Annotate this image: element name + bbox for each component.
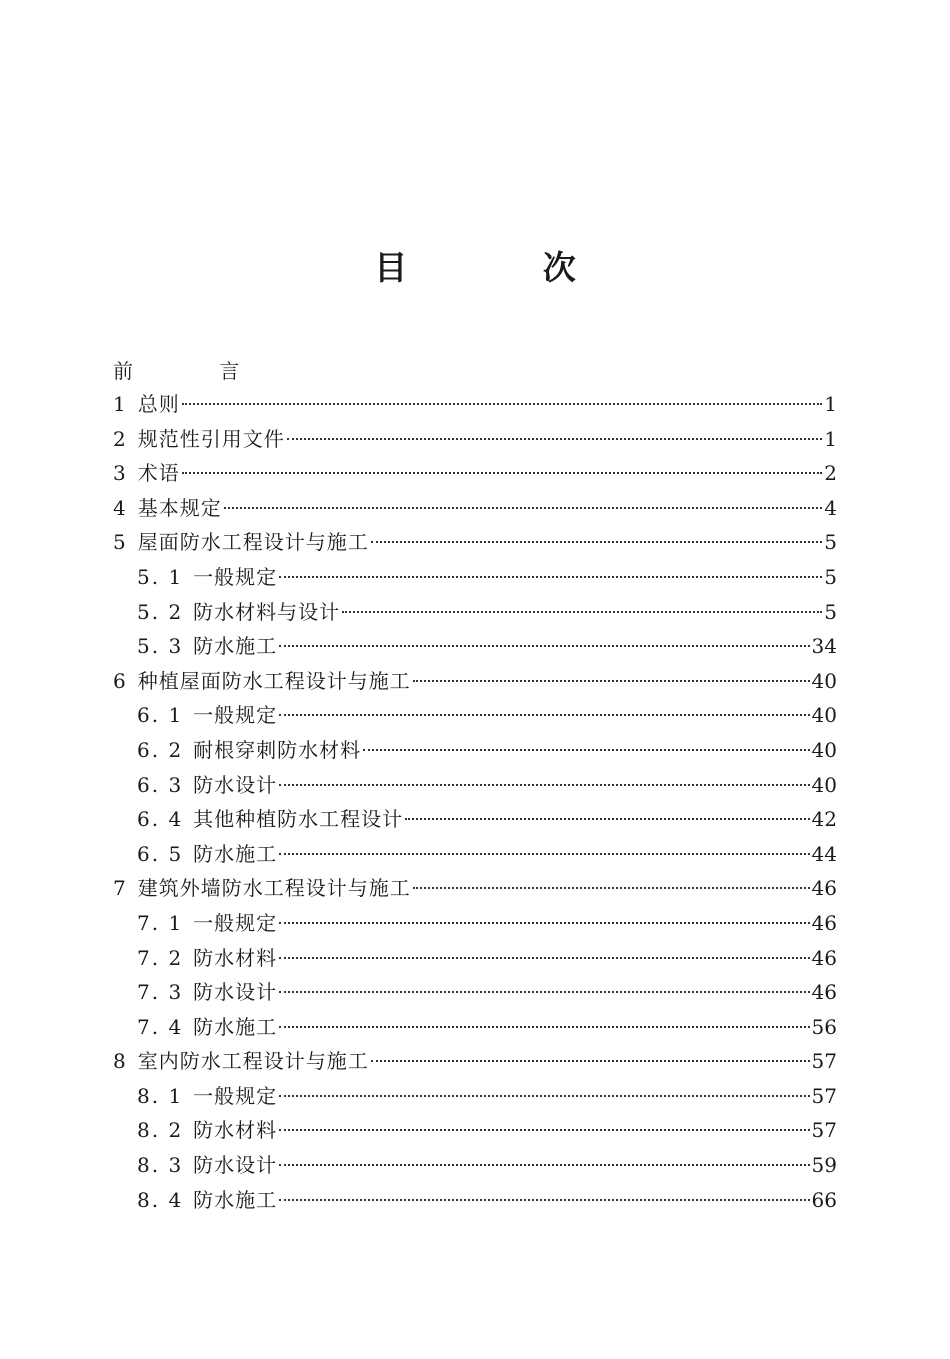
toc-subsection-entry[interactable] bbox=[113, 1081, 837, 1116]
toc-dot-leader bbox=[279, 576, 822, 578]
toc-entry-number: 4 bbox=[113, 495, 128, 520]
toc-entry-number: 5. 3 bbox=[137, 634, 184, 659]
toc-entry-number: 6. 1 bbox=[137, 703, 184, 728]
toc-subsection-entry[interactable] bbox=[113, 1185, 837, 1220]
toc-entry-page-number: 42 bbox=[811, 807, 837, 832]
toc-dot-leader bbox=[182, 403, 823, 405]
toc-entry-label: 防水施工 bbox=[193, 1187, 278, 1212]
toc-entry-page-number: 57 bbox=[811, 1118, 837, 1143]
toc-entry-label: 基本规定 bbox=[137, 495, 222, 520]
page-title: 目 次 bbox=[374, 248, 638, 287]
toc-subsection-entry[interactable] bbox=[113, 1150, 837, 1185]
toc-entry-label: 室内防水工程设计与施工 bbox=[137, 1049, 369, 1074]
toc-entry-page-number: 5 bbox=[824, 599, 837, 624]
toc-entry-label: 防水材料 bbox=[193, 945, 278, 970]
toc-entry-number: 7. 4 bbox=[137, 1014, 184, 1039]
toc-entry-label: 防水施工 bbox=[193, 634, 278, 659]
toc-dot-leader bbox=[405, 818, 809, 820]
toc-entry-page-number: 46 bbox=[811, 980, 837, 1005]
toc-entry-page-number: 46 bbox=[811, 876, 837, 901]
toc-section-entry[interactable] bbox=[113, 527, 837, 562]
toc-entry-label: 防水材料 bbox=[193, 1118, 278, 1143]
toc-subsection-entry[interactable] bbox=[113, 839, 837, 874]
toc-entry-page-number: 1 bbox=[824, 392, 837, 416]
toc-section-entry[interactable] bbox=[113, 389, 837, 424]
toc-entry-number: 7 bbox=[113, 876, 128, 901]
toc-entry-label: 其他种植防水工程设计 bbox=[193, 807, 404, 832]
toc-entry-label: 规范性引用文件 bbox=[137, 426, 285, 451]
toc-entry-label: 术语 bbox=[137, 461, 180, 486]
toc-dot-leader bbox=[279, 922, 809, 924]
toc-section-entry[interactable] bbox=[113, 1046, 837, 1081]
toc-subsection-entry[interactable] bbox=[113, 735, 837, 770]
toc-entry-number: 6. 5 bbox=[137, 841, 184, 866]
toc-entry-page-number: 34 bbox=[811, 634, 837, 659]
toc-subsection-entry[interactable] bbox=[113, 804, 837, 839]
toc-dot-leader bbox=[371, 1060, 810, 1062]
toc-dot-leader bbox=[279, 1164, 809, 1166]
toc-entry-label: 一般规定 bbox=[193, 910, 278, 935]
toc-subsection-entry[interactable] bbox=[113, 770, 837, 805]
toc-entry-page-number: 2 bbox=[824, 461, 837, 486]
toc-entry-number: 6. 3 bbox=[137, 772, 184, 797]
toc-dot-leader bbox=[413, 680, 810, 682]
toc-subsection-entry[interactable] bbox=[113, 597, 837, 632]
toc-entry-page-number: 40 bbox=[811, 703, 837, 728]
toc-entry-label: 一般规定 bbox=[193, 1083, 278, 1108]
toc-entry-number: 2 bbox=[113, 426, 128, 451]
toc-entry-number: 7. 2 bbox=[137, 945, 184, 970]
toc-dot-leader bbox=[279, 784, 809, 786]
toc-entry-page-number: 5 bbox=[824, 530, 837, 555]
toc-entry-number: 5 bbox=[113, 530, 128, 555]
toc-dot-leader bbox=[279, 1129, 809, 1131]
toc-entry-page-number: 40 bbox=[811, 772, 837, 797]
toc-entry-label: 耐根穿刺防水材料 bbox=[193, 737, 362, 762]
toc-entry-page-number: 4 bbox=[824, 495, 837, 520]
toc-dot-leader bbox=[279, 1026, 809, 1028]
toc-dot-leader bbox=[279, 714, 809, 716]
toc-entry-page-number: 5 bbox=[824, 564, 837, 589]
toc-entry-page-number: 57 bbox=[811, 1083, 837, 1108]
toc-entry-label: 防水设计 bbox=[193, 772, 278, 797]
toc-entry-label: 防水材料与设计 bbox=[193, 599, 341, 624]
toc-entry-page-number: 46 bbox=[811, 945, 837, 970]
toc-entry-number: 5. 2 bbox=[137, 599, 184, 624]
toc-entry-page-number: 1 bbox=[824, 426, 837, 451]
toc-entry-number: 6. 4 bbox=[137, 807, 184, 832]
toc-subsection-entry[interactable] bbox=[113, 943, 837, 978]
toc-entry-number: 6 bbox=[113, 668, 128, 693]
toc-entry-number: 7. 3 bbox=[137, 980, 184, 1005]
toc-dot-leader bbox=[279, 1199, 809, 1201]
toc-dot-leader bbox=[279, 853, 809, 855]
toc-entry-number: 3 bbox=[113, 461, 128, 486]
toc-section-entry[interactable] bbox=[113, 493, 837, 528]
toc-entry-label: 防水施工 bbox=[193, 841, 278, 866]
toc-dot-leader bbox=[342, 611, 822, 613]
toc-dot-leader bbox=[279, 645, 809, 647]
toc-subsection-entry[interactable] bbox=[113, 1012, 837, 1047]
toc-entry-label: 总则 bbox=[137, 392, 180, 416]
toc-subsection-entry[interactable] bbox=[113, 908, 837, 943]
toc-dot-leader bbox=[287, 438, 823, 440]
toc-entry-page-number: 56 bbox=[811, 1014, 837, 1039]
toc-dot-leader bbox=[182, 472, 823, 474]
toc-entry-page-number: 44 bbox=[811, 841, 837, 866]
toc-entry-label: 建筑外墙防水工程设计与施工 bbox=[137, 876, 411, 901]
toc-entry-page-number: 40 bbox=[811, 737, 837, 762]
toc-entry-page-number: 46 bbox=[811, 910, 837, 935]
toc-entry-page-number: 40 bbox=[811, 668, 837, 693]
toc-dot-leader bbox=[371, 541, 823, 543]
toc-entry-number: 8. 3 bbox=[137, 1153, 184, 1178]
toc-entry-label: 防水设计 bbox=[193, 980, 278, 1005]
toc-section-entry[interactable] bbox=[113, 424, 837, 459]
toc-entry-label: 一般规定 bbox=[193, 564, 278, 589]
toc-dot-leader bbox=[279, 1095, 809, 1097]
toc-entry-number: 7. 1 bbox=[137, 910, 184, 935]
toc-subsection-entry[interactable] bbox=[113, 562, 837, 597]
toc-dot-leader bbox=[224, 507, 823, 509]
toc-dot-leader bbox=[279, 991, 809, 993]
toc-entry-number: 8. 1 bbox=[137, 1083, 184, 1108]
toc-section-entry[interactable] bbox=[113, 666, 837, 701]
toc-subsection-entry[interactable] bbox=[113, 700, 837, 735]
toc-subsection-entry[interactable] bbox=[113, 631, 837, 666]
toc-entry-number: 6. 2 bbox=[137, 737, 184, 762]
toc-entry-label: 防水施工 bbox=[193, 1014, 278, 1039]
toc-entry-label: 防水设计 bbox=[193, 1153, 278, 1178]
toc-subsection-entry[interactable] bbox=[113, 1115, 837, 1150]
toc-entry-page-number: 66 bbox=[811, 1187, 837, 1212]
toc-dot-leader bbox=[363, 749, 809, 751]
toc-entry-label: 屋面防水工程设计与施工 bbox=[137, 530, 369, 555]
toc-entry-number: 5. 1 bbox=[137, 564, 184, 589]
toc-preface: 前 言 bbox=[113, 359, 280, 383]
toc-section-entry[interactable] bbox=[113, 873, 837, 908]
toc-entry-page-number: 59 bbox=[811, 1153, 837, 1178]
toc-entry-page-number: 57 bbox=[811, 1049, 837, 1074]
toc-section-entry[interactable] bbox=[113, 458, 837, 493]
toc-entry-number: 1 bbox=[113, 392, 128, 416]
toc-entry-number: 8 bbox=[113, 1049, 128, 1074]
toc-dot-leader bbox=[413, 887, 810, 889]
toc-entry-number: 8. 2 bbox=[137, 1118, 184, 1143]
toc-entry-label: 一般规定 bbox=[193, 703, 278, 728]
table-of-contents bbox=[113, 389, 837, 1219]
toc-entry-number: 8. 4 bbox=[137, 1187, 184, 1212]
toc-entry-label: 种植屋面防水工程设计与施工 bbox=[137, 668, 411, 693]
toc-dot-leader bbox=[279, 957, 809, 959]
toc-subsection-entry[interactable] bbox=[113, 977, 837, 1012]
